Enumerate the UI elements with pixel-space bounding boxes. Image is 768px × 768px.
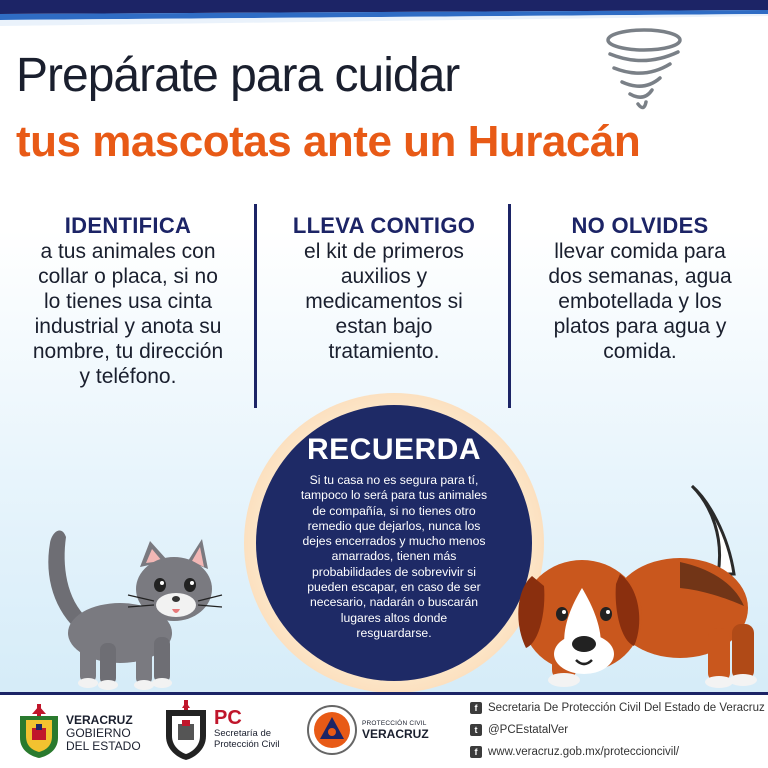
- footer-divider: [0, 692, 768, 695]
- text-line: Si tu casa no es segura para tí,: [309, 473, 479, 487]
- recuerda-text: [278, 473, 510, 641]
- tip-identifica: [6, 214, 250, 389]
- top-banner: [0, 0, 768, 26]
- tornado-icon: [600, 24, 690, 116]
- veracruz-gobierno-logo: [66, 714, 141, 753]
- text-line: de compañía, si no tienes otro: [312, 503, 476, 518]
- tip-identifica-text: [6, 239, 250, 389]
- proteccion-civil-veracruz-logo: [362, 720, 429, 740]
- tip-no-olvides-text: [518, 239, 762, 364]
- text-line: lugares altos donde: [340, 610, 448, 625]
- social-facebook[interactable]: [470, 702, 765, 714]
- footer: [0, 692, 768, 768]
- text-line: industrial y anota su: [34, 315, 222, 339]
- tip-identifica-heading: IDENTIFICA: [64, 213, 192, 238]
- twitter-icon: t: [470, 724, 482, 736]
- tip-no-olvides: [518, 214, 762, 364]
- text-line: y teléfono.: [79, 365, 177, 389]
- veracruz-wordmark: VERACRUZ: [66, 713, 133, 727]
- dog-illustration: [512, 478, 764, 692]
- text-line: estan bajo: [335, 315, 433, 339]
- gobierno-label: GOBIERNO: [66, 726, 131, 740]
- column-divider: [254, 204, 257, 408]
- social-facebook-text: Secretaria De Protección Civil Del Estado de Veracruz: [488, 702, 765, 714]
- veracruz-coat-of-arms-icon: [16, 704, 62, 758]
- tip-lleva-contigo: [264, 214, 504, 364]
- text-line: platos para agua y: [553, 315, 727, 339]
- pc-wordmark: PC: [214, 707, 242, 729]
- proteccion-civil-seal-icon: [306, 704, 358, 756]
- tip-lleva-contigo-text: [264, 239, 504, 364]
- text-line: dos semanas, agua: [548, 265, 732, 289]
- pc-line-1: Secretaría de: [214, 728, 272, 739]
- cat-illustration: [36, 515, 226, 697]
- text-line: tampoco lo será para tus animales: [300, 488, 488, 503]
- text-line: el kit de primeros: [304, 240, 464, 264]
- headline-line-1: Prepárate para cuidar: [16, 49, 460, 102]
- social-twitter-text: @PCEstatalVer: [488, 724, 569, 736]
- text-line: necesario, nadarán o buscarán: [309, 595, 479, 610]
- text-line: remedio que dejarlos, nunca los: [307, 518, 481, 533]
- facebook-icon: f: [470, 702, 482, 714]
- tip-lleva-contigo-heading: LLEVA CONTIGO: [292, 213, 476, 238]
- column-divider: [508, 204, 511, 408]
- pcv-line-1: PROTECCIÓN CIVIL: [362, 720, 427, 727]
- text-line: embotellada y los: [558, 290, 722, 314]
- facebook-icon: f: [470, 746, 482, 758]
- text-line: a tus animales con: [40, 240, 216, 264]
- text-line: dejes encerrados y mucho menos: [302, 534, 486, 549]
- text-line: llevar comida para: [554, 240, 726, 264]
- text-line: resguardarse.: [356, 625, 432, 640]
- text-line: probabilidades de sobrevivir si: [312, 564, 476, 579]
- text-line: collar o placa, si no: [38, 265, 218, 289]
- text-line: comida.: [603, 340, 677, 364]
- pc-coat-of-arms-icon: [160, 700, 212, 760]
- text-line: nombre, tu dirección: [32, 340, 224, 364]
- recuerda-circle: [256, 405, 532, 681]
- social-twitter[interactable]: [470, 724, 568, 736]
- social-website[interactable]: [470, 746, 679, 758]
- text-line: pueden escapar, en caso de ser: [307, 580, 481, 595]
- headline-line-2: tus mascotas ante un Huracán: [16, 117, 641, 166]
- pc-logo: [214, 708, 279, 750]
- text-line: auxilios y: [340, 265, 428, 289]
- text-line: lo tienes usa cinta: [43, 290, 213, 314]
- text-line: amarrados, tienen más: [331, 549, 457, 564]
- recuerda-title: RECUERDA: [306, 433, 481, 466]
- social-website-text: www.veracruz.gob.mx/proteccioncivil/: [488, 746, 680, 758]
- pcv-line-2: VERACRUZ: [362, 727, 429, 741]
- tip-no-olvides-heading: NO OLVIDES: [571, 213, 709, 238]
- del-estado-label: DEL ESTADO: [66, 739, 141, 753]
- text-line: medicamentos si: [305, 290, 463, 314]
- pc-line-2: Protección Civil: [214, 739, 280, 750]
- text-line: tratamiento.: [328, 340, 440, 364]
